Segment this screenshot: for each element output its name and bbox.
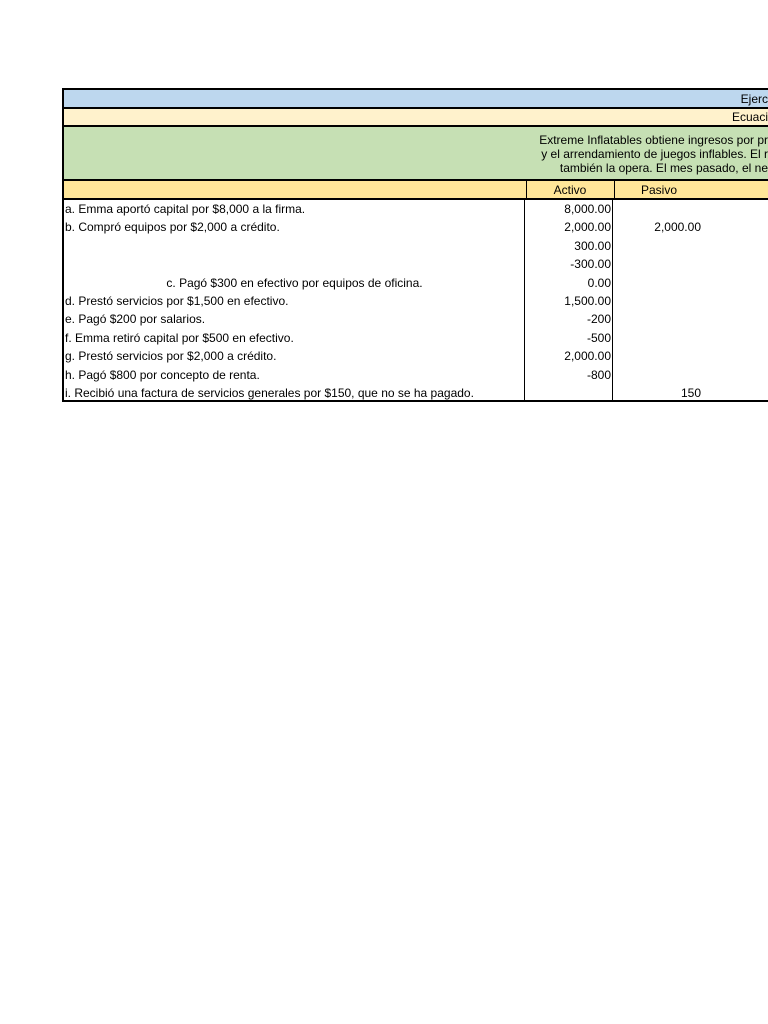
table-row [62, 366, 768, 384]
row-pasivo[interactable] [612, 366, 702, 384]
table-row [62, 218, 768, 236]
row-description[interactable]: f. Emma retiró capital por $500 en efectivo. [62, 329, 524, 347]
sheet-title: Ejerc [740, 92, 768, 106]
row-description[interactable]: g. Prestó servicios por $2,000 a crédito. [62, 347, 524, 365]
subtitle-band[interactable] [62, 107, 768, 127]
description-line: también la opera. El mes pasado, el ne [559, 161, 768, 175]
description-band[interactable] [62, 125, 768, 181]
row-description[interactable]: a. Emma aportó capital por $8,000 a la firma. [62, 200, 524, 218]
header-activo[interactable]: Activo [526, 181, 614, 198]
row-description[interactable]: b. Compró equipos por $2,000 a crédito. [62, 218, 524, 236]
row-activo[interactable]: -300.00 [524, 255, 612, 273]
row-pasivo[interactable] [612, 200, 702, 218]
table-row [62, 292, 768, 310]
table-row [62, 347, 768, 365]
header-pasivo[interactable]: Pasivo [614, 181, 704, 198]
row-pasivo[interactable] [612, 274, 702, 292]
row-activo[interactable]: -200 [524, 310, 612, 328]
row-description[interactable]: e. Pagó $200 por salarios. [62, 310, 524, 328]
table-row [62, 384, 768, 402]
table-row [62, 237, 768, 255]
row-description[interactable]: d. Prestó servicios por $1,500 en efectivo. [62, 292, 524, 310]
row-pasivo[interactable] [612, 292, 702, 310]
row-pasivo[interactable] [612, 237, 702, 255]
row-activo[interactable]: -800 [524, 366, 612, 384]
row-pasivo[interactable] [612, 255, 702, 273]
row-description[interactable]: c. Pagó $300 en efectivo por equipos de oficina. [62, 274, 524, 292]
row-activo[interactable]: 1,500.00 [524, 292, 612, 310]
row-description[interactable] [62, 255, 524, 273]
table-row [62, 329, 768, 347]
row-pasivo[interactable] [612, 329, 702, 347]
row-pasivo[interactable]: 150 [612, 384, 702, 400]
row-pasivo[interactable] [612, 347, 702, 365]
spreadsheet [62, 88, 768, 402]
description-line: Extreme Inflatables obtiene ingresos por pr [539, 133, 768, 147]
table-row [62, 310, 768, 328]
row-activo[interactable]: 2,000.00 [524, 218, 612, 236]
row-activo[interactable]: 8,000.00 [524, 200, 612, 218]
column-header-row [62, 179, 768, 200]
row-description[interactable] [62, 237, 524, 255]
row-activo[interactable] [524, 384, 612, 400]
row-activo[interactable]: 0.00 [524, 274, 612, 292]
sheet-subtitle: Ecuaci [731, 110, 768, 124]
row-description[interactable]: i. Recibió una factura de servicios generales por $150, que no se ha pagado. [62, 384, 524, 400]
row-activo[interactable]: 2,000.00 [524, 347, 612, 365]
row-activo[interactable]: -500 [524, 329, 612, 347]
table-row [62, 274, 768, 292]
header-desc-cell[interactable] [64, 181, 526, 198]
table-row [62, 255, 768, 273]
table-row [62, 200, 768, 218]
row-description[interactable]: h. Pagó $800 por concepto de renta. [62, 366, 524, 384]
title-band[interactable] [62, 88, 768, 109]
row-pasivo[interactable]: 2,000.00 [612, 218, 702, 236]
transactions-table [62, 200, 768, 402]
row-pasivo[interactable] [612, 310, 702, 328]
row-activo[interactable]: 300.00 [524, 237, 612, 255]
description-line: y el arrendamiento de juegos inflables. El r [541, 147, 768, 161]
